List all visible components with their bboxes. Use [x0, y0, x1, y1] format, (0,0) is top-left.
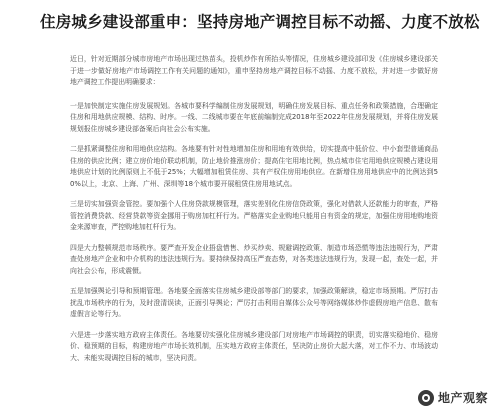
- paragraph-intro: 近日，针对近期部分城市房地产市场出现过热苗头，投机炒作有所抬头等情况，住房城乡建设部印发《住房城乡建设部关于进一步做好房地产市场调控工作有关问题的通知》，重申坚持房地产调控目标不动摇、力度不放松，并对进一步做好房地产调控工作提出明确要求：: [70, 55, 438, 86]
- source-watermark: [414, 387, 492, 408]
- article-headline: 住房城乡建设部重申：坚持房地产调控目标不动摇、力度不放松: [40, 13, 480, 31]
- paragraph-3: 三是切实加强资金管控。要加强个人住房贷款规模管理，落实差别化住房信贷政策，强化对借款人还款能力的审查，严格管控消费贷款、经营贷款等资金挪用于购房加杠杆行为。严格落实企业购地只能用自有资金的规定，加强住房用地购地资金来源审查，严控购地加杠杆行为。: [70, 200, 438, 231]
- paragraph-4: 四是大力整顿规范市场秩序。要严查开发企业捂盘惜售、炒买炒卖、规避调控政策、制造市场恐慌等违法违规行为，严肃查处房地产企业和中介机构的违法违规行为。要持续保持高压严查态势，对各类违法违规行为，发现一起，查处一起，并向社会公布，形成震慑。: [70, 243, 438, 275]
- logo-icon: [418, 390, 434, 406]
- paragraph-1: 一是加快制定实施住房发展规划。各城市要科学编制住房发展规划，明确住房发展目标、重点任务和政策措施，合理确定住房和用地供应规模、结构、时序。一线、二线城市要在年底前编制完成2018年至2022年住房发展规划，并将住房发展规划报住房城乡建设部备案后向社会公布实施。: [70, 101, 438, 133]
- paragraph-2: 二是抓紧调整住房和用地供应结构。各地要有针对性地增加住房和用地有效供给，切实提高中低价位、中小套型普通商品住房的供应比例；建立房价地价联动机制，防止地价推涨房价；提高住宅用地比例，热点城市住宅用地供应规模占建设用地供应计划的比例原则上不低于25%；大幅增加租赁住房、共有产权住房用地供应。在新增住房用地供应中的比例达到50%以上，北京、上海、广州、深圳等18个城市要开展租赁住房用地试点。: [70, 145, 438, 188]
- paragraph-6: 六是进一步落实地方政府主体责任。各地要切实强化住房城乡建设部门对房地产市场调控的职责，切实落实稳地价、稳房价、稳预期的目标，构建房地产市场长效机制，压实地方政府主体责任，坚决防止房价大起大落，对工作不力、市场波动大、未能实现调控目标的城市，坚决问责。: [70, 330, 438, 362]
- watermark-text: 地产观察: [437, 391, 488, 405]
- paragraph-5: 五是加强舆论引导和预期管理。各地要全面落实住房城乡建设部等部门的要求，加强政策解读，稳定市场预期。严厉打击扰乱市场秩序的行为，及时澄清误读，正面引导舆论；严厉打击利用自媒体公众号等网络媒体炒作虚假房地产信息、散布虚假言论等行为。: [70, 287, 438, 318]
